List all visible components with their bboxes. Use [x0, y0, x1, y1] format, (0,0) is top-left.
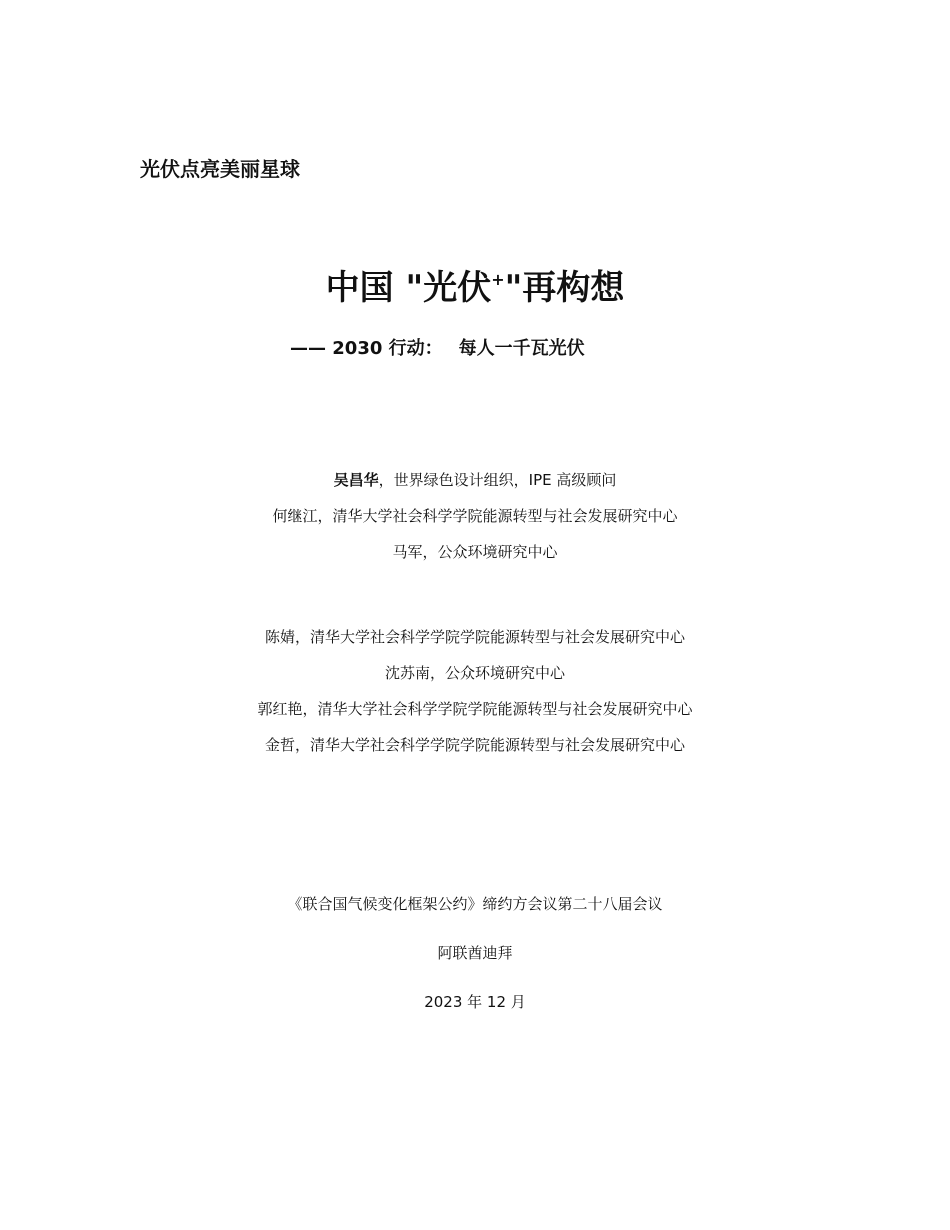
series-title: 光伏点亮美丽星球 — [140, 157, 300, 181]
author-group-2 — [0, 619, 950, 763]
subtitle-lead: —— 2030 行动： — [290, 338, 443, 359]
author-group-1 — [0, 462, 950, 570]
author-line — [0, 498, 950, 534]
author-affiliation: ，世界绿色设计组织，IPE 高级顾问 — [378, 471, 617, 489]
author-affiliation: 马军，公众环境研究中心 — [392, 543, 558, 561]
conference-location: 阿联酋迪拜 — [437, 944, 513, 962]
author-affiliation: 沈苏南，公众环境研究中心 — [384, 664, 565, 682]
main-title-suffix: "再构想 — [504, 268, 625, 308]
main-title-superscript: + — [491, 270, 505, 289]
author-line — [0, 462, 950, 498]
author-affiliation: 郭红艳，清华大学社会科学学院学院能源转型与社会发展研究中心 — [257, 700, 693, 718]
author-line — [0, 691, 950, 727]
subtitle-tail: 每人一千瓦光伏 — [458, 338, 585, 359]
publication-date: 2023 年 12 月 — [424, 993, 526, 1011]
main-title — [0, 260, 950, 309]
author-line — [0, 655, 950, 691]
conference-name: 《联合国气候变化框架公约》缔约方会议第二十八届会议 — [287, 895, 663, 913]
author-line — [0, 727, 950, 763]
author-affiliation: 何继江，清华大学社会科学学院能源转型与社会发展研究中心 — [272, 507, 678, 525]
main-title-prefix: 中国 "光伏 — [325, 268, 492, 308]
author-name: 吴昌华 — [333, 471, 379, 489]
author-affiliation: 陈婧，清华大学社会科学学院学院能源转型与社会发展研究中心 — [264, 628, 685, 646]
author-line — [0, 619, 950, 655]
author-affiliation: 金哲，清华大学社会科学学院学院能源转型与社会发展研究中心 — [264, 736, 685, 754]
author-line — [0, 534, 950, 570]
subtitle — [290, 334, 585, 360]
